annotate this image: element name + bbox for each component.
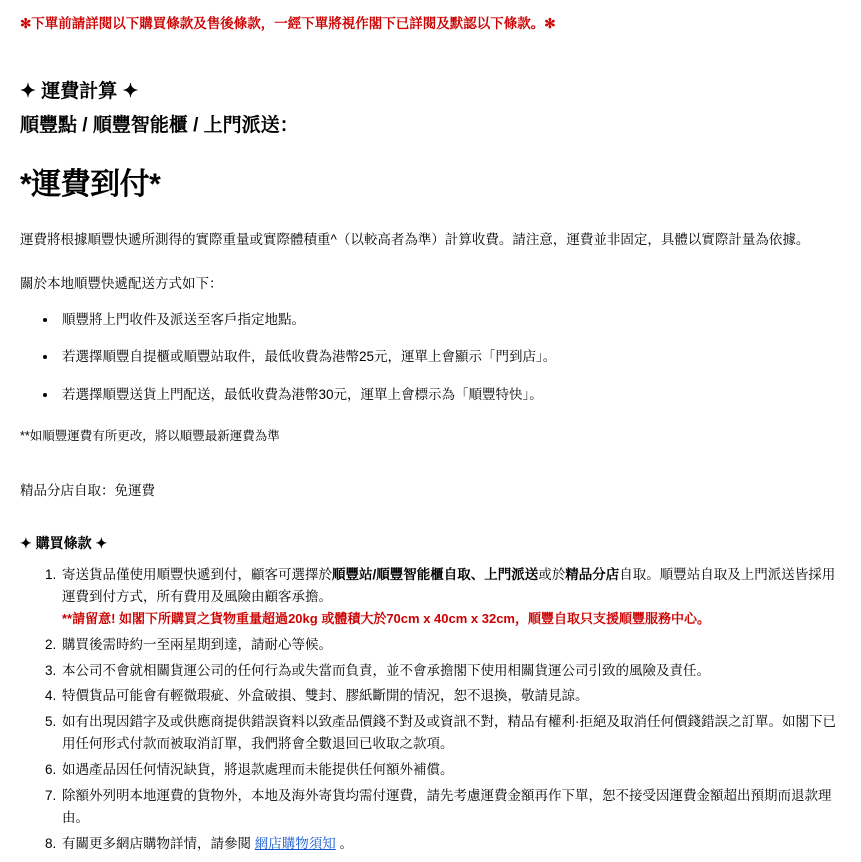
terms-item-1-sub-warning <box>62 609 841 630</box>
local-delivery-intro: 關於本地順豐快遞配送方式如下： <box>20 275 223 291</box>
terms-item-1 <box>60 564 841 630</box>
terms-item-3: 3. 本公司不會就相關貨運公司的任何行為或失當而負責，並不會承擔閣下使用相關貨運公司引致的風險及責任。 <box>60 660 841 682</box>
freight-due-heading: *運費到付* <box>20 168 161 202</box>
sub-warning-text-mid: 或體積大於 <box>317 610 387 626</box>
terms-item-6: 6. 如遇產品因任何情況缺貨，將退款處理而未能提供任何額外補償。 <box>60 759 841 781</box>
terms-item-2: 2. 購買後需時約一至兩星期到達，請耐心等候。 <box>60 634 841 656</box>
freight-change-note: **如順豐運費有所更改，將以順豐最新運費為準 <box>20 428 280 443</box>
spacer <box>20 34 841 78</box>
purchase-terms-heading: ✦ 購買條款 ✦ <box>20 535 108 552</box>
terms-item-5: 5. 如有出現因錯字及或供應商提供錯誤資料以致產品價錢不對及或資訊不對，精品有權利·拒絕及取消任何價錢錯誤之訂單。如閣下已用任何形式付款而被取消訂單，我們將會全數退回已收取之款項。 <box>60 711 841 755</box>
terms-item-7: 7. 除額外列明本地運費的貨物外，本地及海外寄貨均需付運費，請先考慮運費金額再作下單，恕不接受因運費金額超出預期而退款理由。 <box>60 785 841 829</box>
local-delivery-list <box>20 309 841 406</box>
list-item: • 若選擇順豐自提櫃或順豐站取件，最低收費為港幣25元，運單上會顯示「門到店」。 <box>58 346 841 368</box>
terms-item-1-text-before: 寄送貨品僅使用順豐快遞到付，顧客可選擇於 <box>62 567 332 583</box>
sub-warning-size-limit: 70cm x 40cm x 32cm <box>386 610 515 626</box>
terms-item-8-text-after: 。 <box>335 835 354 851</box>
terms-item-1-text-after: 自取。順豐站自取及上門派送皆採用運費到付方式，所有費用及風險由顧客承擔。 <box>62 567 836 605</box>
sub-warning-weight-limit: 20kg <box>288 610 318 626</box>
list-item: • 若選擇順豐送貨上門配送，最低收費為港幣30元，運單上會標示為「順豐特快」。 <box>58 384 841 406</box>
terms-item-1-bold-pickup-options: 順豐站/順豐智能櫃自取、上門派送 <box>332 567 539 583</box>
store-pickup-free-note: 精品分店自取：免運費 <box>20 482 155 498</box>
freight-calculation-paragraph: 運費將根據順豐快遞所測得的實際重量或實際體積重^（以較高者為準）計算收費。請注意，運費並非固定，具體以實際計量為依據。 <box>20 232 810 248</box>
terms-item-1-bold-store: 精品分店 <box>565 567 620 583</box>
top-warning-notice: ✻下單前請詳閱以下購買條款及售後條款，一經下單將視作閣下已詳閱及默認以下條款。✻ <box>20 16 556 31</box>
terms-item-1-text-mid: 或於 <box>538 567 566 583</box>
list-item: • 順豐將上門收件及派送至客戶指定地點。 <box>58 309 841 331</box>
shipping-heading: ✦ 運費計算 ✦ <box>20 81 139 103</box>
terms-item-8 <box>60 833 841 855</box>
terms-item-8-text-before: 有關更多網店購物詳情，請參閱 <box>62 835 255 851</box>
sub-warning-text-before: **請留意! 如閣下所購買之貨物重量超過 <box>62 610 289 626</box>
sub-warning-text-after: ，順豐自取只支援順豐服務中心。 <box>514 610 710 626</box>
shipping-methods-heading: 順豐點 / 順豐智能櫃 / 上門派送： <box>20 114 299 136</box>
shopping-guide-link[interactable]: 網店購物須知 <box>254 835 336 851</box>
terms-item-4: 4. 特價貨品可能會有輕微瑕疵、外盒破損、雙封、膠紙斷開的情況，恕不退換，敬請見諒。 <box>60 685 841 707</box>
purchase-terms-list <box>20 564 841 854</box>
